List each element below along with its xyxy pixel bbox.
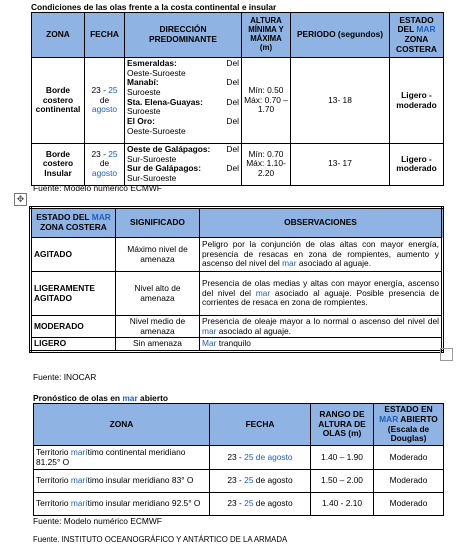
legend-significado: Nivel medio de amenaza bbox=[116, 316, 200, 338]
header-zona: ZONA bbox=[32, 13, 85, 58]
row-altura: Mín: 0.50 Máx: 0.70 – 1.70 bbox=[242, 58, 291, 144]
legend-significado: Sin amenaza bbox=[116, 338, 200, 352]
legend-obs: Peligro por la conjunción de olas altas con mayor energía, presencia de resacas en zona de rompientes, aumento y ascenso del nivel del mar asociado al aguaje. bbox=[200, 238, 443, 272]
forecast-estado: Moderado bbox=[374, 446, 444, 470]
table-row bbox=[34, 446, 444, 470]
table-row bbox=[34, 470, 444, 493]
legend-obs: Presencia de olas medias y altas con mayor energía, ascenso del nivel del mar asociado al aguaje. Posible presencia de corrientes de resaca en zona de rompientes. bbox=[200, 272, 443, 316]
forecast-zona: Territorio marítimo continental meridiano 81.25° O bbox=[34, 446, 210, 470]
row-zona: Borde costero continental bbox=[32, 58, 85, 144]
legend-estado: LIGERO bbox=[31, 338, 116, 352]
section1-title: Condiciones de las olas frente a la costa continental e insular bbox=[31, 2, 277, 12]
wave-conditions-table bbox=[31, 12, 444, 186]
resize-handle-icon[interactable] bbox=[440, 348, 453, 361]
row-fecha: 23 - 25 de agosto bbox=[85, 144, 125, 186]
row-zona: Borde costero Insular bbox=[32, 144, 85, 186]
row-periodo: 13- 17 bbox=[291, 144, 390, 186]
legend-header-observaciones: OBSERVACIONES bbox=[200, 208, 443, 238]
row-fecha: 23 - 25 de agosto bbox=[85, 58, 125, 144]
legend-significado: Máximo nivel de amenaza bbox=[116, 238, 200, 272]
forecast-fecha: 23 - 25 de agosto bbox=[210, 470, 311, 493]
row-estado: Ligero - moderado bbox=[390, 58, 444, 144]
table-row bbox=[34, 493, 444, 516]
legend-obs: Presencia de oleaje mayor a lo normal o ascenso del nivel del mar asociado al aguaje. bbox=[200, 316, 443, 338]
forecast-rango: 1.40 - 2.10 bbox=[311, 493, 374, 516]
header-direccion: DIRECCIÓN PREDOMINANTE bbox=[125, 13, 242, 58]
row-direccion: Esmeraldas: Del Oeste-Suroeste Manabí: Del Suroeste Sta. Elena-Guayas: Del Suroeste El Oro: Del Oeste-Suroeste bbox=[125, 58, 242, 144]
legend-header-significado: SIGNIFICADO bbox=[116, 208, 200, 238]
source-note: Fuente: Modelo numérico ECMWF bbox=[33, 516, 162, 526]
forecast-rango: 1.50 – 2.00 bbox=[311, 470, 374, 493]
forecast-estado: Moderado bbox=[374, 493, 444, 516]
legend-significado: Nivel alto de amenaza bbox=[116, 272, 200, 316]
legend-estado: AGITADO bbox=[31, 238, 116, 272]
forecast-estado: Moderado bbox=[374, 470, 444, 493]
source-note: Fuente: Modelo numérico ECMWF bbox=[33, 183, 162, 193]
forecast-header-estado: ESTADO EN MAR ABIERTO (Escala de Douglas) bbox=[374, 404, 444, 446]
forecast-fecha: 23 - 25 de agosto bbox=[210, 493, 311, 516]
source-note: Fuente. INSTITUTO OCEANOGRÁFICO Y ANTÁRTICO DE LA ARMADA bbox=[33, 535, 288, 544]
forecast-header-fecha: FECHA bbox=[210, 404, 311, 446]
legend-obs: Mar tranquilo bbox=[200, 338, 443, 352]
forecast-fecha: 23 - 25 de agosto bbox=[210, 446, 311, 470]
legend-estado: MODERADO bbox=[31, 316, 116, 338]
forecast-header-rango: RANGO DE ALTURA DE OLAS (m) bbox=[311, 404, 374, 446]
header-fecha: FECHA bbox=[85, 13, 125, 58]
header-estado: ESTADO DEL MAR ZONA COSTERA bbox=[390, 13, 444, 58]
source-note: Fuente: INOCAR bbox=[33, 372, 97, 382]
sea-state-legend-table bbox=[29, 206, 444, 353]
forecast-zona: Territorio marítimo insular meridiano 92.5° O bbox=[34, 493, 210, 516]
move-handle-icon[interactable]: ✥ bbox=[14, 193, 27, 206]
row-altura: Mín: 0.70 Máx: 1.10- 2.20 bbox=[242, 144, 291, 186]
open-sea-forecast-table bbox=[33, 403, 444, 516]
row-estado: Ligero - moderado bbox=[390, 144, 444, 186]
row-periodo: 13- 18 bbox=[291, 58, 390, 144]
forecast-zona: Territorio marítimo insular meridiano 83° O bbox=[34, 470, 210, 493]
forecast-rango: 1.40 – 1.90 bbox=[311, 446, 374, 470]
header-periodo: PERIODO (segundos) bbox=[291, 13, 390, 58]
table-row bbox=[31, 238, 443, 272]
legend-estado: LIGERAMENTE AGITADO bbox=[31, 272, 116, 316]
section3-title: Pronóstico de olas en mar abierto bbox=[33, 393, 168, 403]
table-row bbox=[31, 316, 443, 338]
table-row bbox=[32, 58, 444, 144]
row-direccion: Oeste de Galápagos: Del Sur-Suroeste Sur de Galápagos: Del Sur-Suroeste bbox=[125, 144, 242, 186]
table-row bbox=[31, 338, 443, 352]
legend-header-estado: ESTADO DEL MAR ZONA COSTERA bbox=[31, 208, 116, 238]
table-row bbox=[31, 272, 443, 316]
header-altura: ALTURA MÍNIMA Y MÁXIMA (m) bbox=[242, 13, 291, 58]
table-row bbox=[32, 144, 444, 186]
forecast-header-zona: ZONA bbox=[34, 404, 210, 446]
